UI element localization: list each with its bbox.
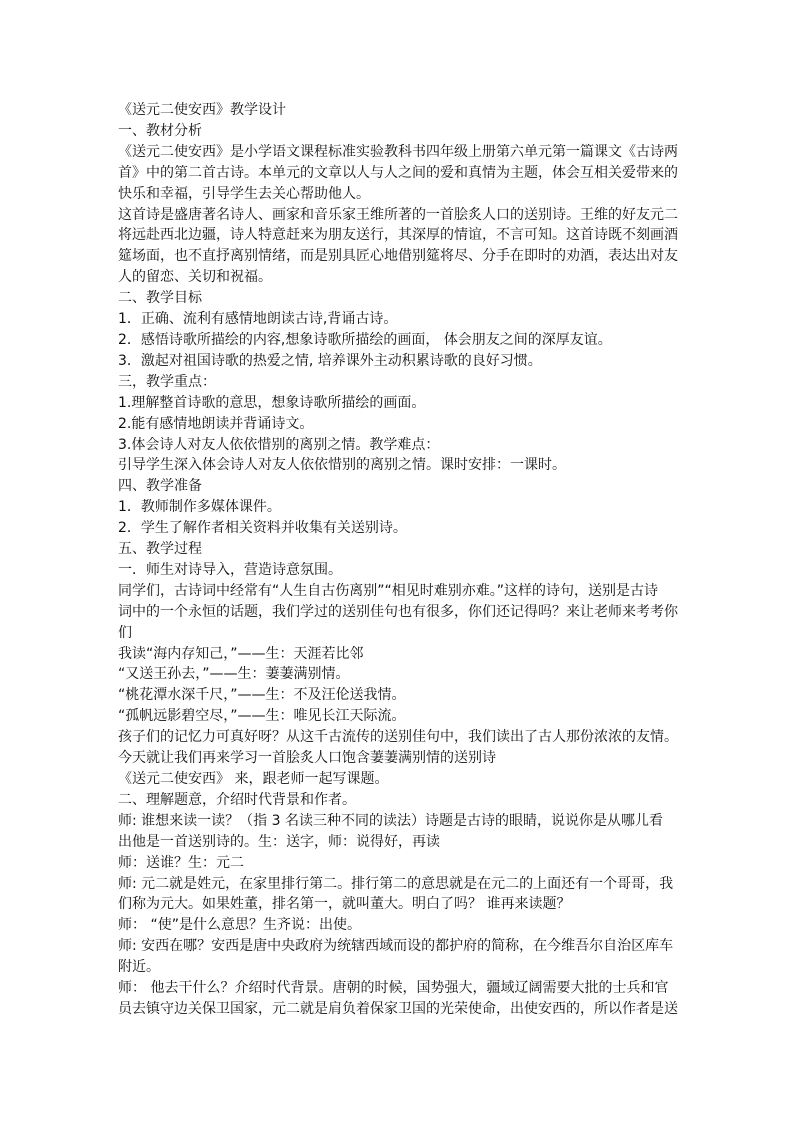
- text-line: 2.能有感情地朗读并背诵诗文。: [118, 415, 314, 432]
- text-line: 师： 他去干什么？介绍时代背景。唐朝的时候，国势强大，疆域辽阔需要大批的士兵和官: [118, 980, 669, 997]
- text-line: 我读“海内存知己，”——生：天涯若比邻: [118, 645, 364, 662]
- text-line: 词中的一个永恒的话题，我们学过的送别佳句也有很多，你们还记得吗？来让老师来考考你: [118, 603, 678, 620]
- text-line: 2．学生了解作者相关资料并收集有关送别诗。: [118, 520, 407, 537]
- text-line: 师: 谁想来读一读？（指 3 名读三种不同的读法）诗题是古诗的眼睛，说说你是从哪儿看: [118, 812, 663, 829]
- text-line: 三，教学重点：: [118, 373, 216, 390]
- text-line: 师: 元二就是姓元，在家里排行第二。排行第二的意思就是在元二的上面还有一个哥哥，我: [118, 875, 674, 892]
- text-line: 出他是一首送别诗的。生：送字，师：说得好，再读: [118, 833, 440, 850]
- text-line: 员去镇守边关保卫国家，元二就是肩负着保家卫国的光荣使命，出使安西的，所以作者是送: [118, 1000, 678, 1017]
- document-body: [118, 121, 680, 1020]
- text-line: 同学们，古诗词中经常有“人生自古伤离别”“相见时难别亦难。”这样的诗句，送别是古诗: [118, 582, 659, 599]
- text-line: 孩子们的记忆力可真好呀？从这千古流传的送别佳句中，我们读出了古人那份浓浓的友情。: [118, 729, 678, 746]
- text-line: 首》中的第二首古诗。本单元的文章以人与人之间的爱和真情为主题，体会互相关爱带来的: [118, 164, 678, 181]
- text-line: 一、教材分析: [118, 122, 202, 139]
- text-line: 一．师生对诗导入，营造诗意氛围。: [118, 561, 342, 578]
- text-line: “桃花潭水深千尺，”——生：不及汪伦送我情。: [118, 687, 406, 704]
- text-line: 3．激起对祖国诗歌的热爱之情, 培养课外主动积累诗歌的良好习惯。: [118, 352, 542, 369]
- text-line: 师： “使”是什么意思？生齐说：出使。: [118, 917, 361, 934]
- text-line: 2．感悟诗歌所描绘的内容,想象诗歌所描绘的画面， 体会朋友之间的深厚友谊。: [118, 331, 612, 348]
- text-line: 今天就让我们再来学习一首脍炙人口饱含萋萋满别情的送别诗: [118, 750, 496, 767]
- text-line: “孤帆远影碧空尽，”——生：唯见长江天际流。: [118, 708, 406, 725]
- text-line: 人的留恋、关切和祝福。: [118, 269, 272, 286]
- text-line: 五、教学过程: [118, 541, 202, 558]
- text-line: 师: 安西在哪？安西是唐中央政府为统辖西域而设的都护府的简称，在今维吾尔自治区库车: [118, 938, 674, 955]
- text-line: 四、教学准备: [118, 478, 202, 495]
- text-line: 们: [118, 624, 132, 641]
- text-line: “又送王孙去，”——生：萋萋满别情。: [118, 666, 350, 683]
- text-line: 《送元二使安西》是小学语文课程标准实验教科书四年级上册第六单元第一篇课文《古诗两: [118, 143, 678, 160]
- text-line: 附近。: [118, 959, 160, 976]
- text-line: 快乐和幸福，引导学生去关心帮助他人。: [118, 185, 370, 202]
- text-line: 3.体会诗人对友人依依惜别的离别之情。教学难点：: [118, 436, 440, 453]
- text-line: 《送元二使安西》 来，跟老师一起写课题。: [118, 771, 389, 787]
- text-line: 二、理解题意，介绍时代背景和作者。: [118, 791, 356, 808]
- text-line: 们称为元大。如果姓董，排名第一，就叫董大。明白了吗？ 谁再来读题？: [118, 896, 571, 913]
- document-page: [118, 100, 680, 1020]
- text-line: 1．正确、流利有感情地朗读古诗,背诵古诗。: [118, 311, 398, 328]
- text-line: 1.理解整首诗歌的意思，想象诗歌所描绘的画面。: [118, 394, 426, 411]
- text-line: 引导学生深入体会诗人对友人依依惜别的离别之情。课时安排：一课时。: [118, 457, 566, 474]
- text-line: 二、教学目标: [118, 290, 202, 307]
- text-line: 将远赴西北边疆，诗人特意赶来为朋友送行，其深厚的情谊，不言可知。这首诗既不刻画酒: [118, 227, 678, 244]
- text-line: 这首诗是盛唐著名诗人、画家和音乐家王维所著的一首脍炙人口的送别诗。王维的好友元二: [118, 206, 678, 223]
- text-line: 师：送谁？生：元二: [118, 854, 244, 871]
- document-title: 《送元二使安西》教学设计: [118, 102, 286, 118]
- text-line: 1．教师制作多媒体课件。: [118, 499, 281, 516]
- text-line: 筵场面，也不直抒离别情绪，而是别具匠心地借别筵将尽、分手在即时的劝酒，表达出对友: [118, 248, 678, 265]
